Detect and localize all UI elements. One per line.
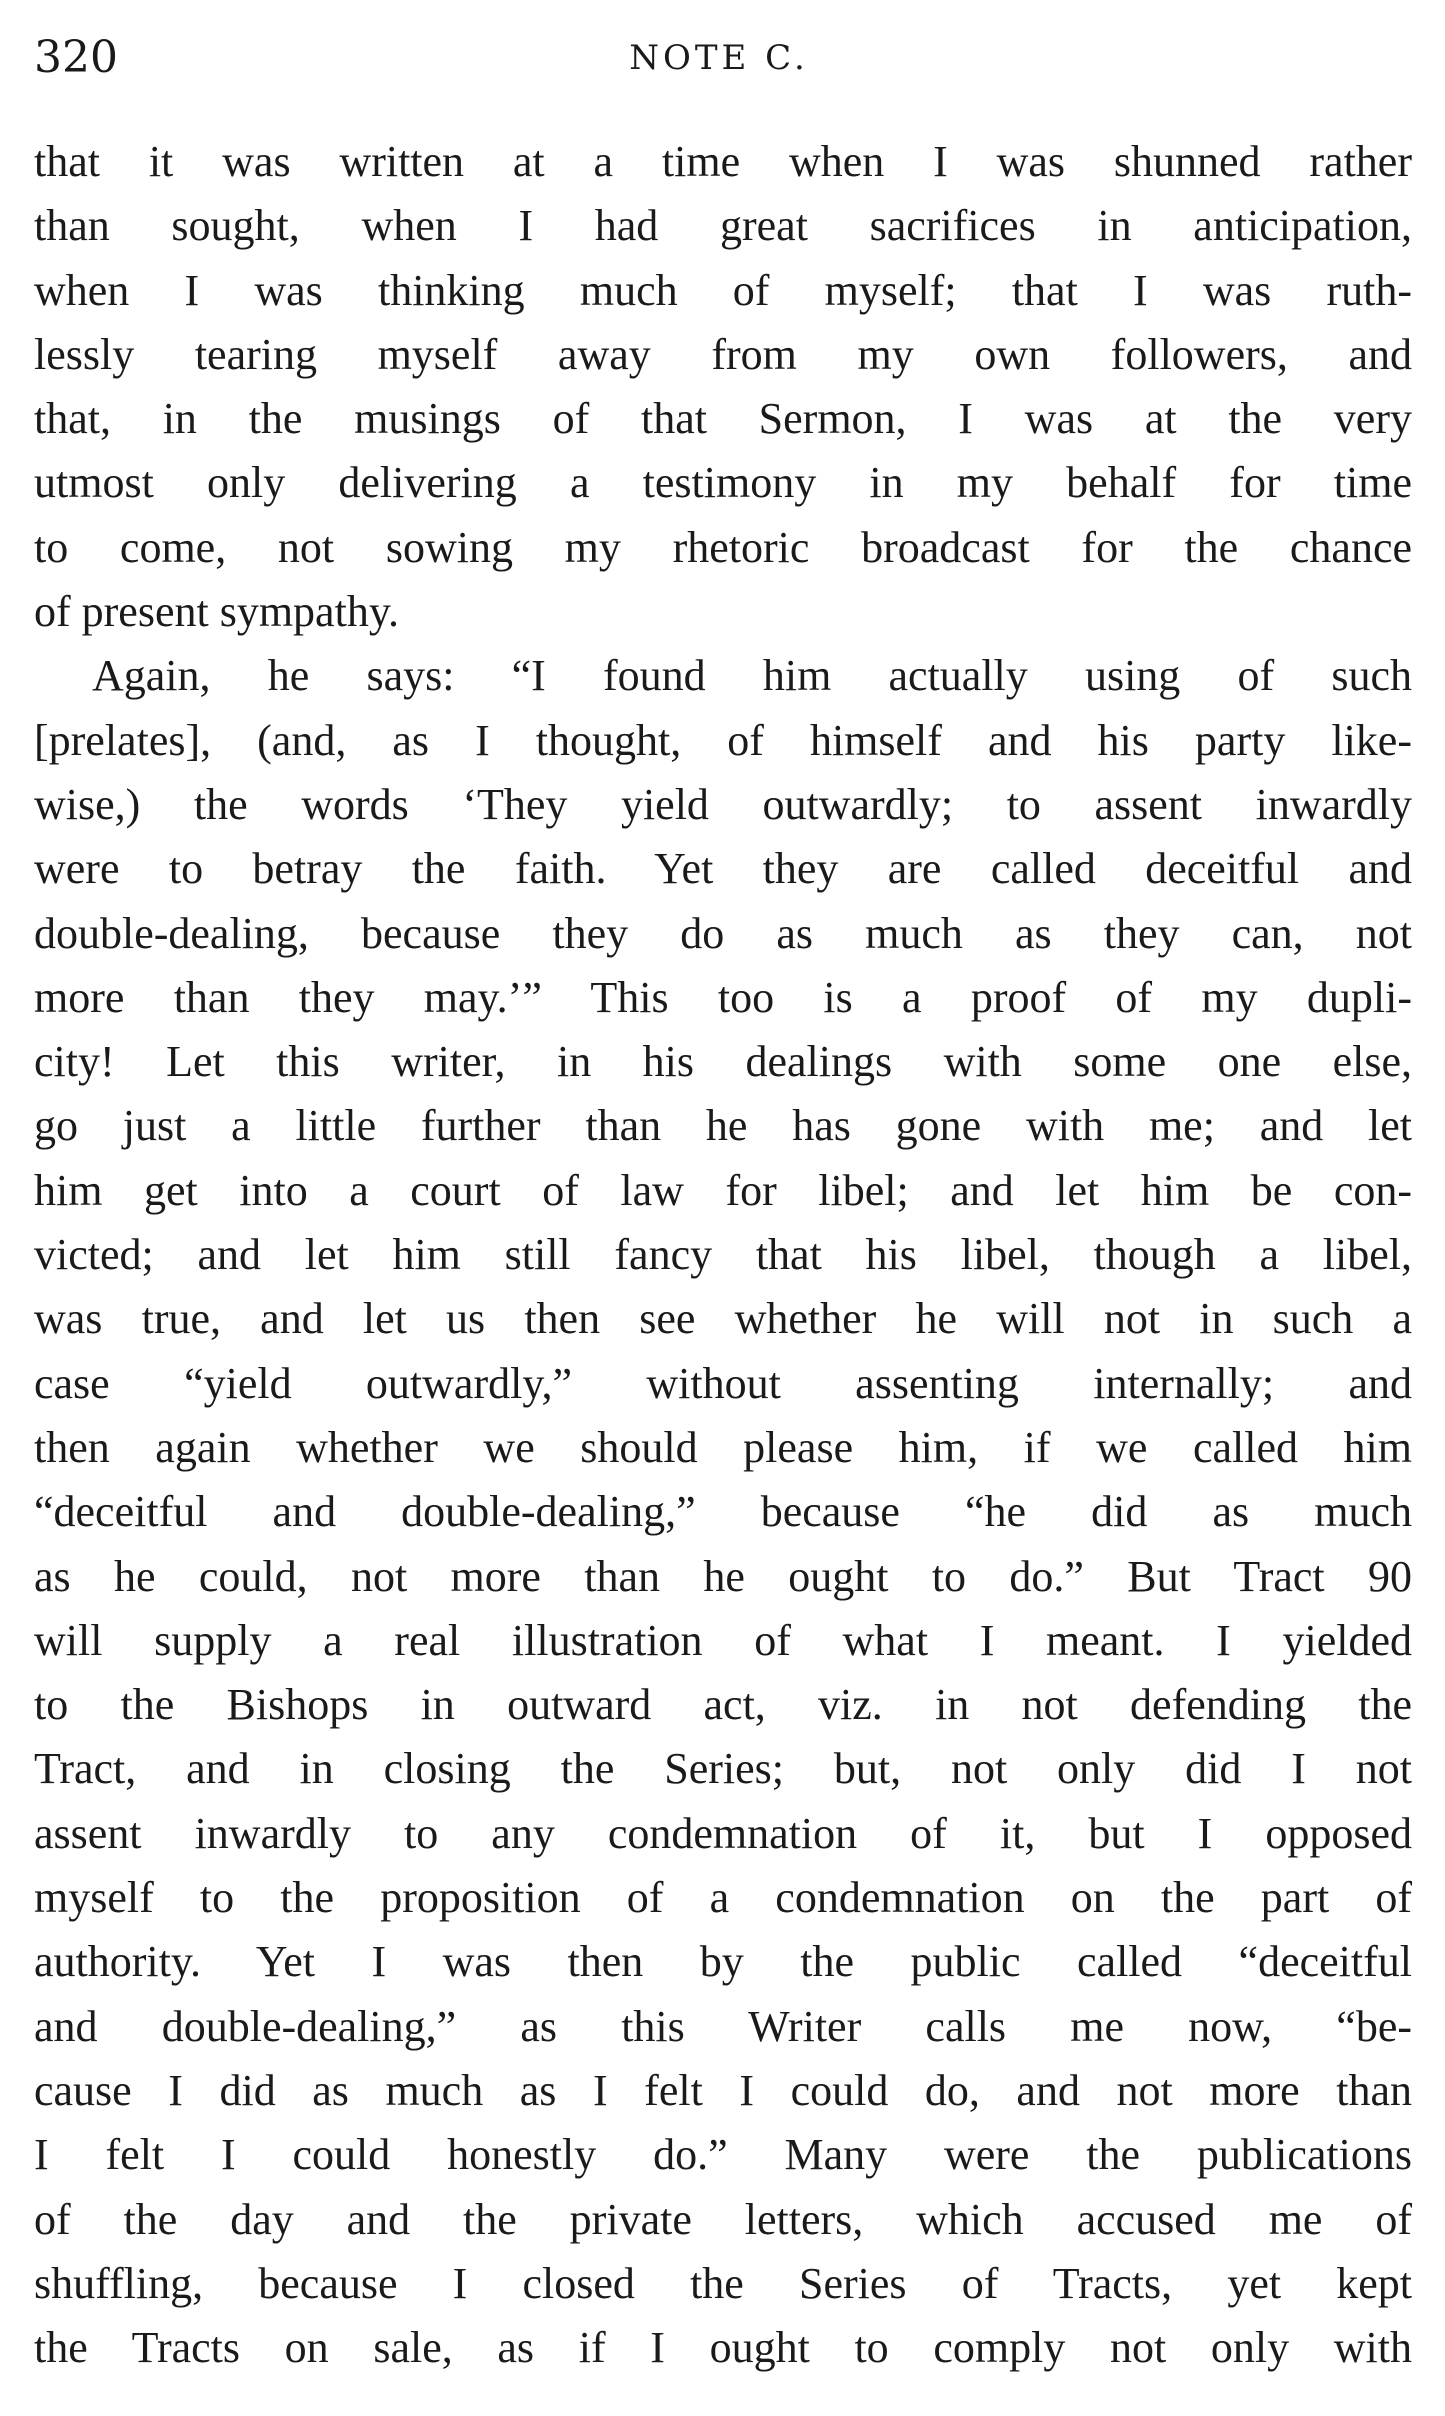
text-line: that, in the musings of that Sermon, I was at the very: [34, 394, 1412, 444]
text-line: authority. Yet I was then by the public called “deceitful: [34, 1937, 1412, 1987]
text-line: as he could, not more than he ought to do.” But Tract 90: [34, 1551, 1412, 1601]
text-line: myself to the proposition of a condemnation on the part of: [34, 1873, 1412, 1923]
text-line: when I was thinking much of myself; that I was ruth-: [34, 265, 1412, 315]
text-line: double-dealing, because they do as much as they can, not: [34, 908, 1412, 958]
text-line: case “yield outwardly,” without assenting internally; and: [34, 1358, 1412, 1408]
text-line: were to betray the faith. Yet they are called deceitful and: [34, 844, 1412, 894]
text-line: the Tracts on sale, as if I ought to comply not only with: [34, 2323, 1412, 2373]
running-head: NOTE C.: [629, 38, 809, 78]
text-line: I felt I could honestly do.” Many were the publications: [34, 2130, 1412, 2180]
text-line: city! Let this writer, in his dealings with some one else,: [34, 1037, 1412, 1087]
text-line: victed; and let him still fancy that his libel, though a libel,: [34, 1230, 1412, 1280]
text-line: of the day and the private letters, which accused me of: [34, 2194, 1412, 2244]
text-line: wise,) the words ‘They yield outwardly; to assent inwardly: [34, 779, 1412, 829]
text-line: utmost only delivering a testimony in my behalf for time: [34, 458, 1412, 508]
text-line: lessly tearing myself away from my own followers, and: [34, 329, 1412, 379]
text-line: of present sympathy.: [34, 587, 399, 637]
body-text: [34, 130, 1412, 2380]
page-header: [34, 28, 1404, 88]
text-line: assent inwardly to any condemnation of it, but I opposed: [34, 1808, 1412, 1858]
page-number: 320: [34, 32, 118, 83]
text-line: will supply a real illustration of what I meant. I yielded: [34, 1615, 1412, 1665]
text-line: to the Bishops in outward act, viz. in not defending the: [34, 1680, 1412, 1730]
text-line: him get into a court of law for libel; and let him be con-: [34, 1165, 1412, 1215]
text-line: and double-dealing,” as this Writer calls me now, “be-: [34, 2001, 1412, 2051]
text-line: Tract, and in closing the Series; but, not only did I not: [34, 1744, 1412, 1794]
text-line: Again, he says: “I found him actually using of such: [92, 651, 1412, 701]
text-line: [prelates], (and, as I thought, of himself and his party like-: [34, 715, 1412, 765]
text-line: shuffling, because I closed the Series of Tracts, yet kept: [34, 2258, 1412, 2308]
text-line: than sought, when I had great sacrifices in anticipation,: [34, 201, 1412, 251]
text-line: go just a little further than he has gone with me; and let: [34, 1101, 1412, 1151]
text-line: cause I did as much as I felt I could do, and not more than: [34, 2065, 1412, 2115]
text-line: more than they may.’” This too is a proof of my dupli-: [34, 972, 1412, 1022]
text-line: then again whether we should please him, if we called him: [34, 1422, 1412, 1472]
text-line: was true, and let us then see whether he will not in such a: [34, 1294, 1412, 1344]
text-line: to come, not sowing my rhetoric broadcast for the chance: [34, 522, 1412, 572]
text-line: that it was written at a time when I was shunned rather: [34, 137, 1412, 186]
text-line: “deceitful and double-dealing,” because “he did as much: [34, 1487, 1412, 1537]
